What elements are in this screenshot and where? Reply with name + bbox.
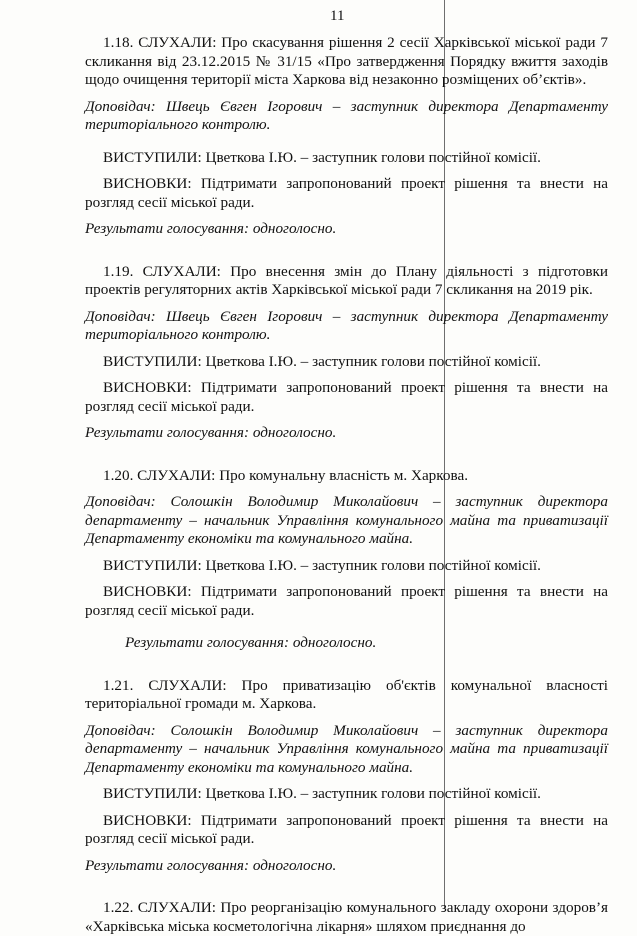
speaker-text: Доповідач: Швець Євген Ігорович – заступник директора Департаменту територіального контролю.	[85, 307, 608, 343]
conclusions-text: ВИСНОВКИ: Підтримати запропонований проект рішення та внести на розгляд сесії міської ради.	[85, 175, 608, 211]
conclusions-text: ВИСНОВКИ: Підтримати запропонований проект рішення та внести на розгляд сесії міської ради.	[85, 811, 608, 847]
page-number: 11	[330, 8, 345, 24]
agenda-item-1-22	[85, 899, 608, 936]
heard-text: 1.21. СЛУХАЛИ: Про приватизацію об'єктів комунальної власності територіальної громади м. Харкова.	[85, 676, 608, 712]
heard-text: 1.20. СЛУХАЛИ: Про комунальну власність м. Харкова.	[103, 466, 468, 484]
heard-text: 1.18. СЛУХАЛИ: Про скасування рішення 2 сесії Харківської міської ради 7 скликання від 23.12.2015 № 31/15 «Про затвердження Порядку вжиття заходів щодо очищення території міста Харкова від незаконно розміщених об’єктів».	[85, 34, 608, 88]
conclusions-text: ВИСНОВКИ: Підтримати запропонований проект рішення та внести на розгляд сесії міської ради.	[85, 379, 608, 415]
speaker-text: Доповідач: Солошкін Володимир Миколайович – заступник директора департаменту – начальник Управління комунального майна та приватизації Департаменту економіки та комунального майна.	[85, 493, 608, 547]
voting-result: Результати голосування: одноголосно.	[125, 634, 377, 651]
voting-result: Результати голосування: одноголосно.	[85, 220, 337, 237]
document-body	[85, 34, 608, 936]
heard-text: 1.22. СЛУХАЛИ: Про реорганізацію комунального закладу охорони здоров’я «Харківська міська косметологічна лікарня» шляхом приєднання до	[85, 899, 608, 935]
conclusions-text: ВИСНОВКИ: Підтримати запропонований проект рішення та внести на розгляд сесії міської ради.	[85, 583, 608, 619]
agenda-item-1-18	[85, 34, 608, 239]
spoke-text: ВИСТУПИЛИ: Цветкова І.Ю. – заступник голови постійної комісії.	[103, 556, 541, 574]
agenda-item-1-21	[85, 677, 608, 876]
spoke-text: ВИСТУПИЛИ: Цветкова І.Ю. – заступник голови постійної комісії.	[103, 785, 541, 802]
voting-result: Результати голосування: одноголосно.	[85, 856, 337, 874]
spoke-text: ВИСТУПИЛИ: Цветкова І.Ю. – заступник голови постійної комісії.	[103, 148, 541, 166]
voting-result: Результати голосування: одноголосно.	[85, 424, 337, 441]
speaker-text: Доповідач: Солошкін Володимир Миколайович – заступник директора департаменту – начальник Управління комунального майна та приватизації Департаменту економіки та комунального майна.	[85, 721, 608, 776]
heard-text: 1.19. СЛУХАЛИ: Про внесення змін до Плану діяльності з підготовки проектів регуляторних актів Харківської міської ради 7 скликання на 2019 рік.	[85, 262, 608, 298]
speaker-text: Доповідач: Швець Євген Ігорович – заступник директора Департаменту територіального контролю.	[85, 97, 608, 133]
spoke-text: ВИСТУПИЛИ: Цветкова І.Ю. – заступник голови постійної комісії.	[103, 352, 541, 370]
agenda-item-1-19	[85, 263, 608, 443]
agenda-item-1-20	[85, 467, 608, 653]
